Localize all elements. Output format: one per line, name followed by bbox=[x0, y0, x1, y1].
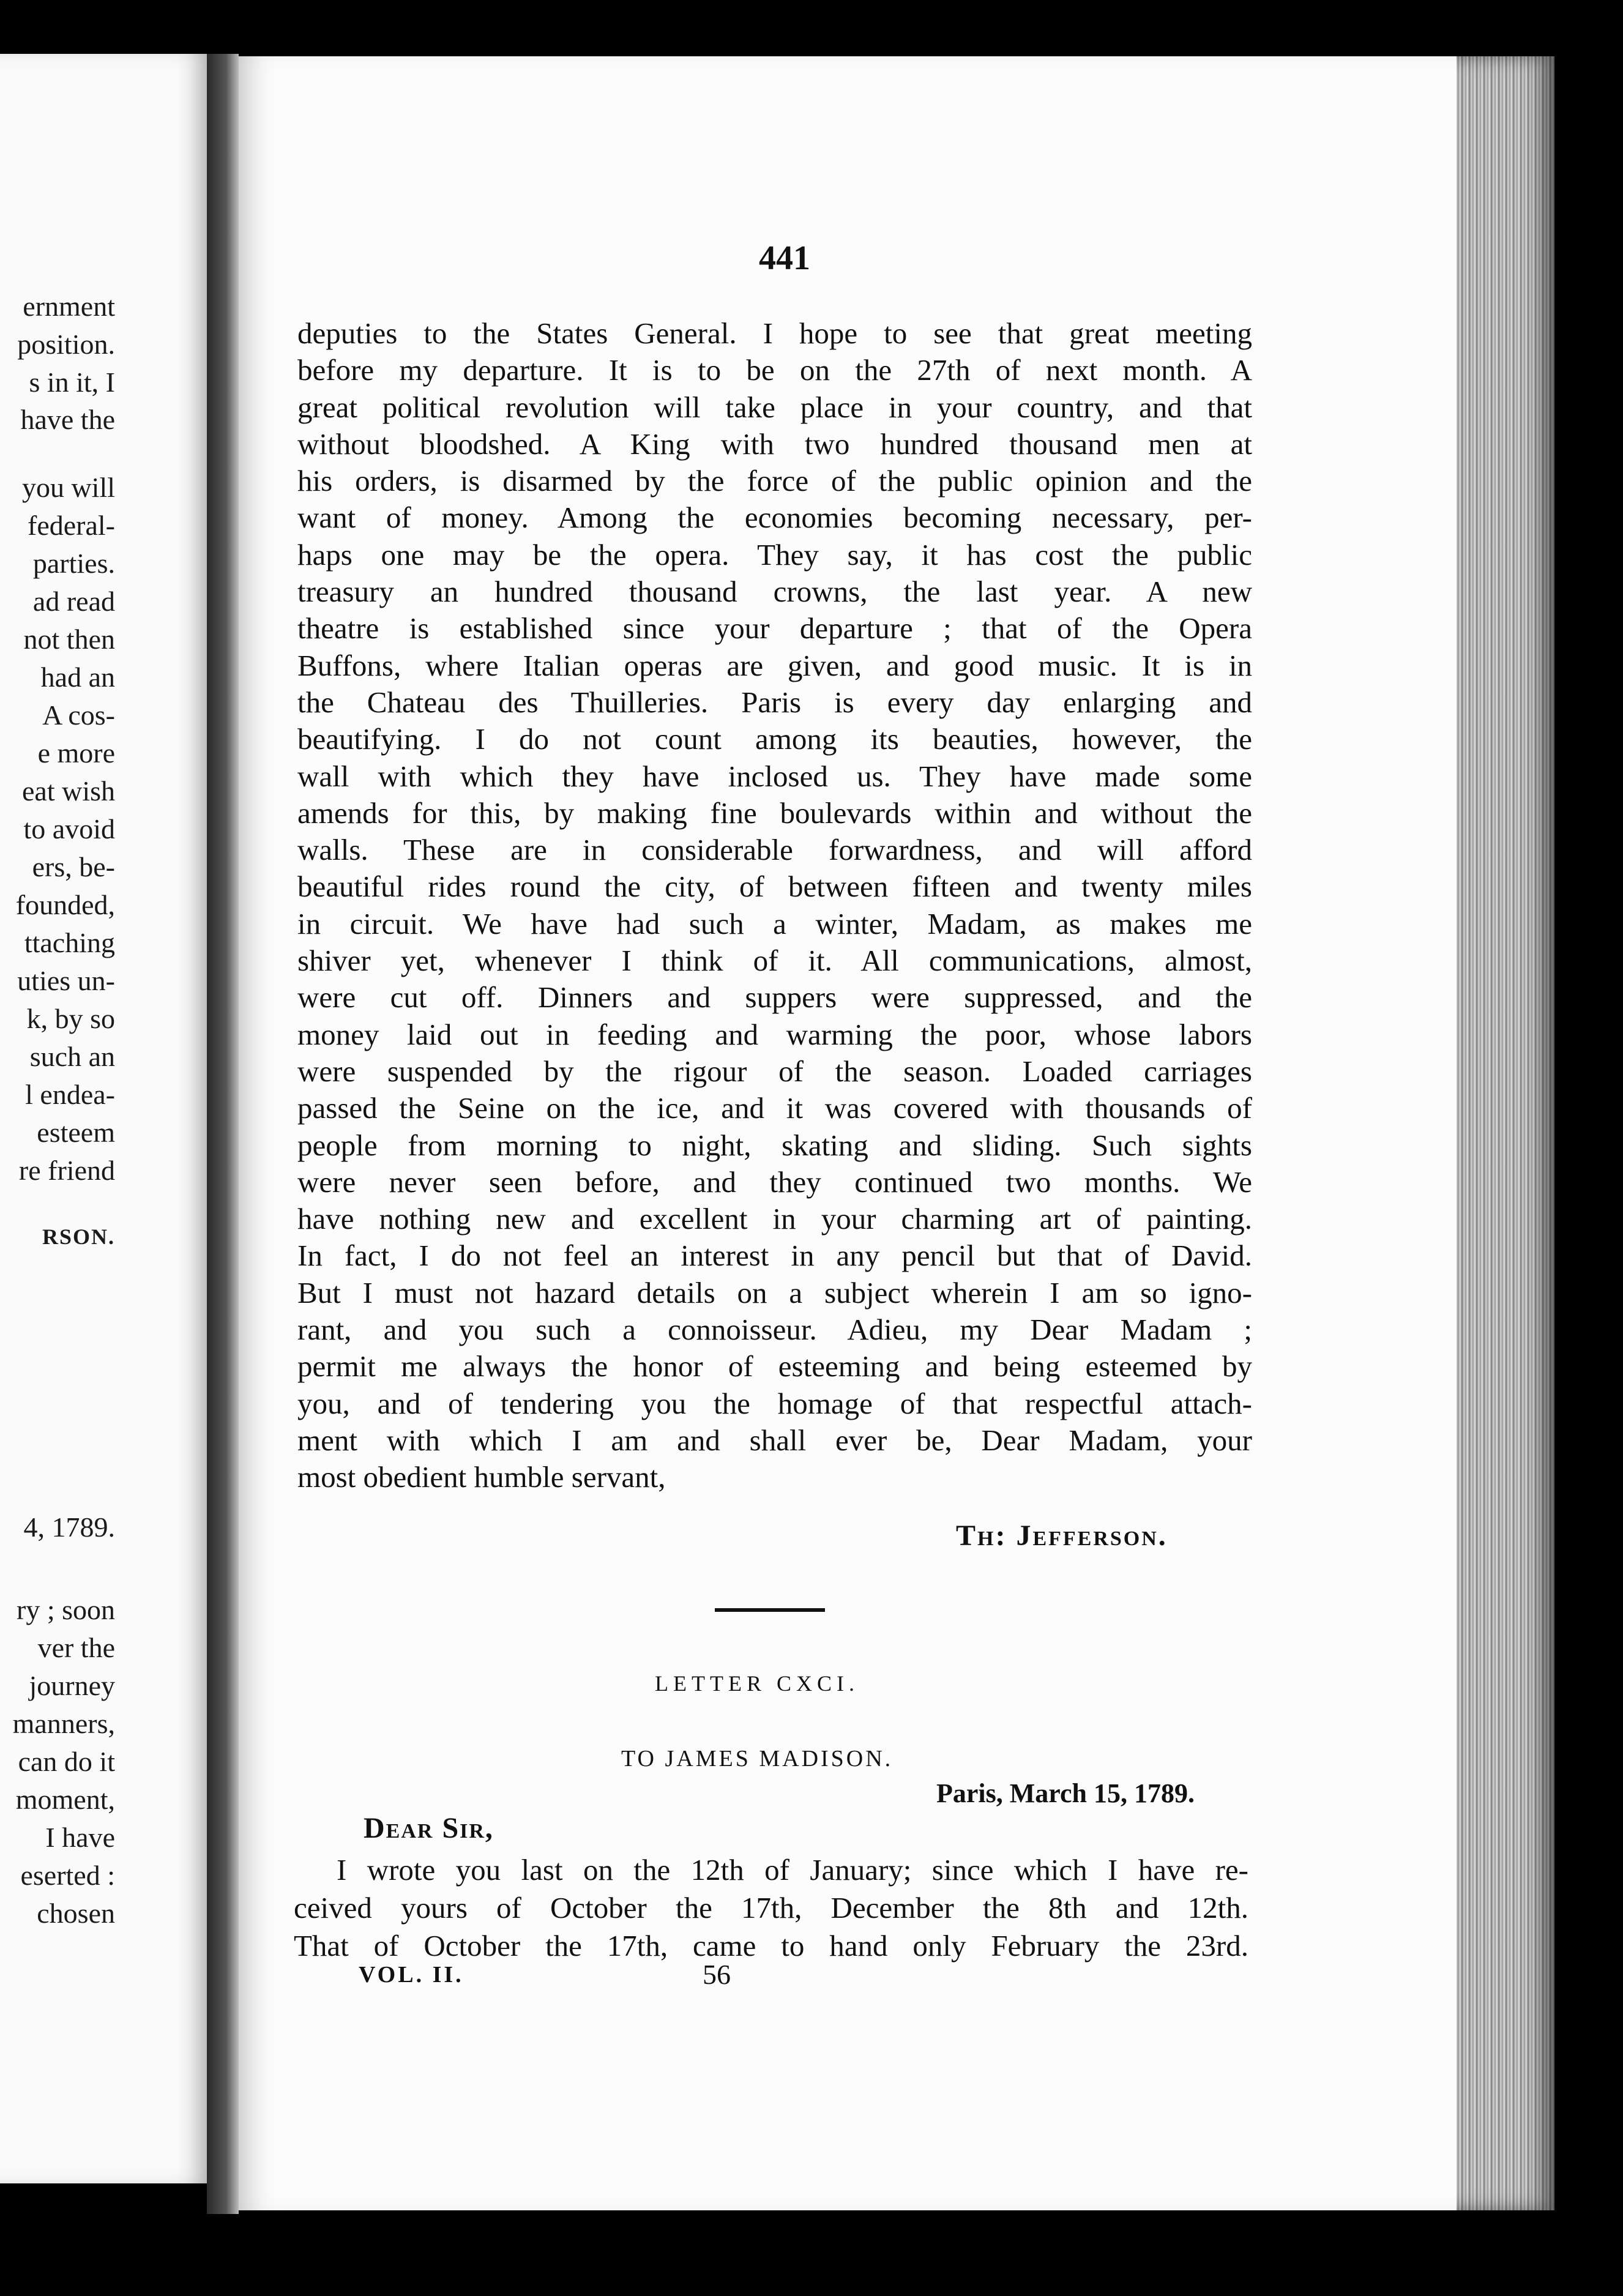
body-line: deputies to the States General. I hope to see that great meeting bbox=[297, 316, 1252, 350]
recipient-heading: TO JAMES MADISON. bbox=[621, 1746, 894, 1772]
left-page-line: ver the bbox=[37, 1632, 115, 1663]
body-line: his orders, is disarmed by the force of the public opinion and the bbox=[297, 464, 1252, 498]
body-line: I wrote you last on the 12th of January; since which I have re- bbox=[337, 1853, 1248, 1887]
left-page bbox=[0, 54, 207, 2183]
left-page-line: parties. bbox=[32, 548, 115, 579]
body-line: Buffons, where Italian operas are given, and good music. It is in bbox=[297, 648, 1252, 682]
body-line: were cut off. Dinners and suppers were suppressed, and the bbox=[297, 980, 1252, 1015]
left-page-line: had an bbox=[40, 662, 115, 693]
left-page-line: re friend bbox=[18, 1155, 115, 1186]
left-page-line: eserted : bbox=[20, 1860, 115, 1891]
body-line: have nothing new and excellent in your charming art of painting. bbox=[297, 1202, 1252, 1236]
left-page-line: A cos- bbox=[42, 699, 115, 731]
body-line: people from morning to night, skating and sliding. Such sights bbox=[297, 1128, 1252, 1162]
left-page-line: k, by so bbox=[26, 1003, 115, 1034]
left-page-line: moment, bbox=[15, 1784, 115, 1815]
body-line: In fact, I do not feel an interest in any pencil but that of David. bbox=[297, 1239, 1252, 1273]
body-line: amends for this, by making fine boulevards within and without the bbox=[297, 796, 1252, 830]
left-page-line: founded, bbox=[15, 889, 115, 920]
signature-mark: 56 bbox=[703, 1959, 731, 1990]
left-page-line: RSON. bbox=[42, 1224, 115, 1249]
body-line: rant, and you such a connoisseur. Adieu, my Dear Madam ; bbox=[297, 1313, 1252, 1347]
letter-heading: LETTER CXCI. bbox=[655, 1671, 859, 1696]
left-page-line: such an bbox=[29, 1041, 115, 1072]
left-page-line: can do it bbox=[18, 1746, 115, 1777]
left-page-line: esteem bbox=[37, 1117, 115, 1148]
body-line: were never seen before, and they continued two months. We bbox=[297, 1165, 1252, 1199]
body-line: most obedient humble servant, bbox=[297, 1460, 666, 1494]
body-line: theatre is established since your departure ; that of the Opera bbox=[297, 611, 1252, 646]
body-line: That of October the 17th, came to hand only February the 23rd. bbox=[294, 1929, 1248, 1962]
dateline: Paris, March 15, 1789. bbox=[936, 1778, 1195, 1808]
volume-label: VOL. II. bbox=[359, 1962, 464, 1988]
left-page-line: ers, be- bbox=[32, 851, 115, 882]
left-page-line: ry ; soon bbox=[17, 1594, 115, 1625]
left-page-line: eat wish bbox=[21, 775, 115, 807]
body-line: shiver yet, whenever I think of it. All communications, almost, bbox=[297, 944, 1252, 978]
page-edges bbox=[1457, 56, 1554, 2210]
salutation: Dear Sir, bbox=[364, 1812, 494, 1844]
left-page-line: not then bbox=[23, 624, 115, 655]
left-page-line: to avoid bbox=[23, 813, 115, 844]
body-line: the Chateau des Thuilleries. Paris is every day enlarging and bbox=[297, 685, 1252, 719]
left-page-line: manners, bbox=[12, 1708, 115, 1739]
body-line: you, and of tendering you the homage of that respectful attach- bbox=[297, 1386, 1252, 1420]
left-page-line: 4, 1789. bbox=[23, 1511, 115, 1543]
body-line: money laid out in feeding and warming the poor, whose labors bbox=[297, 1017, 1252, 1051]
left-page-line: chosen bbox=[37, 1898, 115, 1929]
body-line: without bloodshed. A King with two hundred thousand men at bbox=[297, 427, 1252, 461]
left-page-line: federal- bbox=[28, 510, 115, 541]
body-line: treasury an hundred thousand crowns, the last year. A new bbox=[297, 575, 1252, 609]
left-page-line: s in it, I bbox=[29, 367, 115, 398]
body-line: haps one may be the opera. They say, it has cost the public bbox=[297, 537, 1252, 572]
body-line: But I must not hazard details on a subject wherein I am so igno- bbox=[297, 1275, 1252, 1310]
letter-body bbox=[297, 315, 1252, 1496]
book-gutter bbox=[207, 54, 239, 2214]
left-page-line: you will bbox=[21, 472, 115, 503]
body-line: ment with which I am and shall ever be, Dear Madam, your bbox=[297, 1423, 1252, 1457]
left-page-line: uties un- bbox=[17, 965, 115, 996]
left-page-line: ttaching bbox=[24, 927, 115, 958]
left-page-line: ernment bbox=[23, 291, 115, 322]
body-line: were suspended by the rigour of the season. Loaded carriages bbox=[297, 1054, 1252, 1088]
left-page-line: ad read bbox=[32, 586, 115, 617]
body-line: in circuit. We have had such a winter, Madam, as makes me bbox=[297, 906, 1252, 941]
page-number: 441 bbox=[759, 239, 810, 277]
body-line: great political revolution will take place in your country, and that bbox=[297, 390, 1252, 424]
body-line: wall with which they have inclosed us. They have made some bbox=[297, 759, 1252, 793]
body-line: passed the Seine on the ice, and it was covered with thousands of bbox=[297, 1091, 1252, 1125]
left-page-line: journey bbox=[29, 1670, 115, 1701]
second-letter-body bbox=[294, 1851, 1248, 1965]
body-line: ceived yours of October the 17th, December the 8th and 12th. bbox=[294, 1891, 1248, 1925]
body-line: beautiful rides round the city, of between fifteen and twenty miles bbox=[297, 870, 1252, 904]
body-line: want of money. Among the economies becoming necessary, per- bbox=[297, 501, 1252, 535]
left-page-line: l endea- bbox=[25, 1079, 115, 1110]
signature: Th: Jefferson. bbox=[956, 1519, 1168, 1552]
body-line: before my departure. It is to be on the 27th of next month. A bbox=[297, 353, 1252, 387]
body-line: permit me always the honor of esteeming and being esteemed by bbox=[297, 1349, 1252, 1384]
section-rule bbox=[715, 1608, 825, 1612]
body-line: walls. These are in considerable forwardness, and will afford bbox=[297, 833, 1252, 867]
left-page-line: e more bbox=[37, 737, 115, 769]
left-page-line: I have bbox=[45, 1822, 115, 1853]
left-page-line: have the bbox=[20, 404, 115, 435]
left-page-line: position. bbox=[17, 329, 115, 360]
body-line: beautifying. I do not count among its beauties, however, the bbox=[297, 722, 1252, 756]
